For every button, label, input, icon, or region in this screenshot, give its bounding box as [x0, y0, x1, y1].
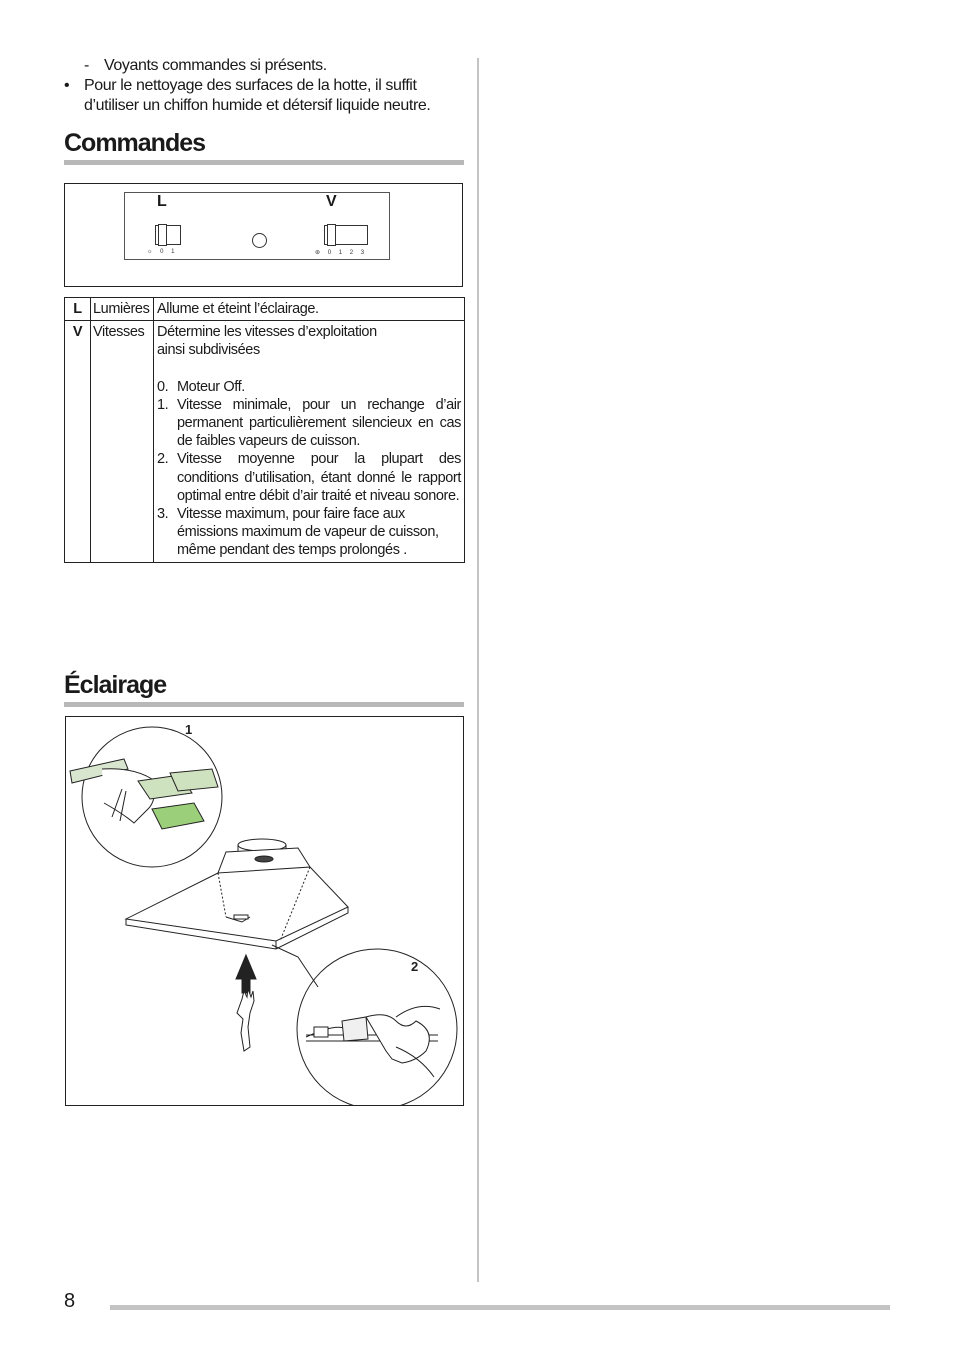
- light-switch[interactable]: [155, 225, 181, 245]
- light-icon: ☼: [147, 249, 161, 255]
- footer-rule: [110, 1305, 890, 1310]
- control-panel-figure: [64, 183, 463, 287]
- legend-description: [154, 321, 465, 562]
- callout-number-1: 1: [185, 722, 193, 737]
- control-panel: [124, 192, 390, 260]
- table-row: [65, 321, 465, 562]
- list-item: [64, 56, 464, 76]
- speed-switch[interactable]: [324, 225, 368, 245]
- switch-knob: [158, 224, 167, 246]
- intro-list: [64, 56, 464, 116]
- grease-filter: [170, 769, 218, 791]
- list-item: [64, 96, 464, 116]
- light-switch-label: L: [157, 193, 167, 210]
- switch-knob: [327, 224, 336, 246]
- section-title-eclairage: Éclairage: [64, 670, 464, 707]
- controls-legend-table: [64, 297, 465, 563]
- section-title-commandes: Commandes: [64, 128, 464, 165]
- fan-icon: ⊛: [315, 250, 328, 256]
- list-marker: -: [84, 57, 89, 74]
- list-item-text: Voyants commandes si présents.: [104, 57, 327, 74]
- legend-description-text: Détermine les vitesses d’exploitation ainsi subdivisées: [157, 324, 377, 359]
- callout-number-2: 2: [411, 959, 419, 974]
- light-scale: ☼ 0 1: [147, 249, 178, 255]
- list-item-text: d’utiliser un chiffon humide et détersif liquide neutre.: [84, 97, 431, 114]
- list-item: 3. Vitesse maximum, pour faire face aux émissions maximum de vapeur de cuisson, même pendant des temps prolongés .: [157, 506, 439, 559]
- list-item-text: Pour le nettoyage des surfaces de la hotte, il suffit: [84, 77, 417, 94]
- hand-icon: [366, 1015, 429, 1063]
- legend-key: L: [65, 298, 91, 321]
- list-item: 0. Moteur Off.: [157, 378, 245, 395]
- legend-key: V: [65, 321, 91, 562]
- legend-description: Allume et éteint l’éclairage.: [154, 298, 465, 321]
- legend-name: Vitesses: [91, 321, 154, 562]
- list-item: 1. Vitesse minimale, pour un rechange d’air permanent particulièrement silencieux en cas de faibles vapeurs de cuisson.: [157, 396, 461, 450]
- grease-filter-removed: [152, 803, 204, 829]
- list-item: [64, 76, 464, 96]
- table-row: [65, 298, 465, 321]
- speed-switch-label: V: [326, 193, 337, 210]
- arrow-up-icon: [236, 955, 256, 993]
- list-marker: •: [64, 77, 70, 94]
- legend-name: Lumières: [91, 298, 154, 321]
- hood-diagram: [66, 717, 463, 1105]
- indicator-lamp: [252, 233, 267, 248]
- speed-scale: ⊛ 0 1 2 3: [315, 250, 368, 256]
- page-number: 8: [64, 1290, 76, 1312]
- list-item: 2. Vitesse moyenne pour la plupart des conditions d’utilisation, étant donné le rapport optimal entre débit d’air traité et niveau sonore.: [157, 451, 461, 504]
- column-divider: [477, 58, 479, 1282]
- lighting-illustration: [65, 716, 464, 1106]
- hand-icon: [237, 989, 254, 1051]
